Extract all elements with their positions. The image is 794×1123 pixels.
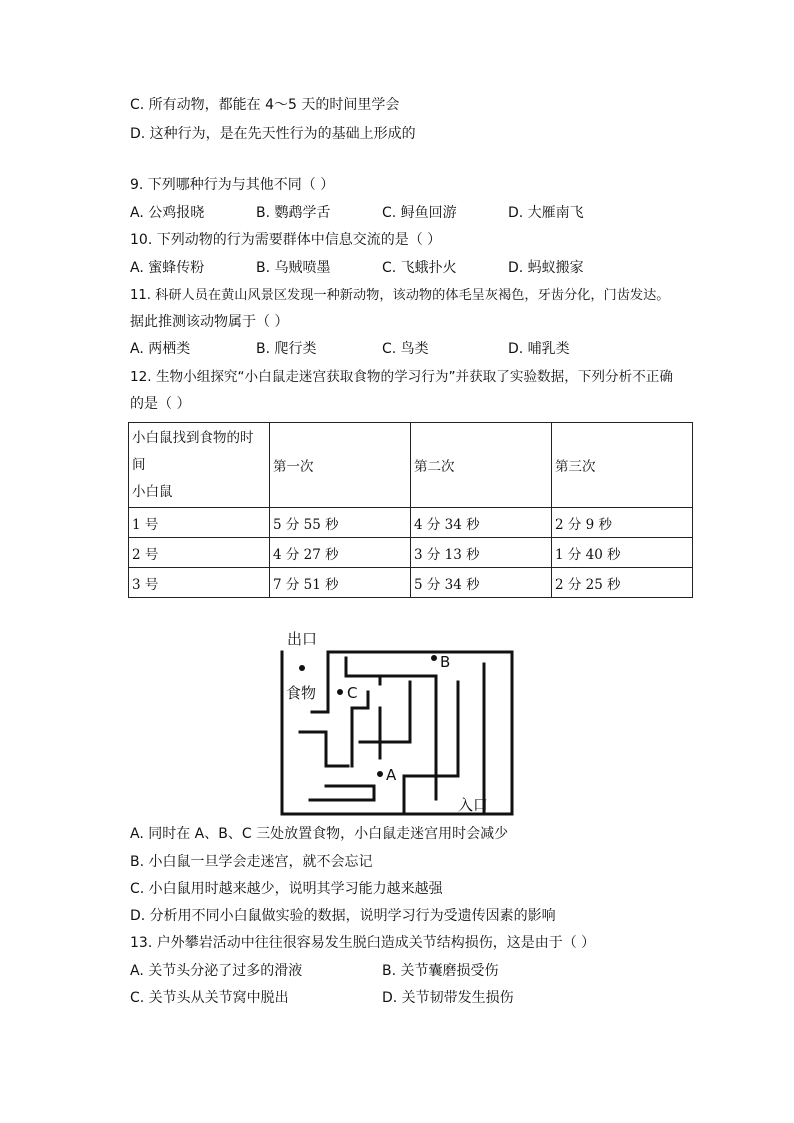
q13-option-a: A. 关节头分泌了过多的滑液 — [130, 963, 303, 979]
q13-option-b: B. 关节囊磨损受伤 — [382, 963, 499, 979]
q11-stem-line2: 据此推测该动物属于（ ） — [130, 314, 289, 330]
q9-option-c: C. 鲟鱼回游 — [382, 205, 457, 221]
q12-option-a: A. 同时在 A、B、C 三处放置食物，小白鼠走迷宫用时会减少 — [130, 826, 509, 842]
q10-option-a: A. 蜜蜂传粉 — [130, 260, 205, 276]
maze-entrance-label: 入口 — [458, 796, 489, 814]
food-marker — [299, 665, 305, 671]
q12-stem-line1: 12. 生物小组探究“小白鼠走迷宫获取食物的学习行为”并获取了实验数据，下列分析不正确 — [130, 369, 673, 385]
table-header-second: 第二次 — [411, 423, 552, 508]
maze-walls — [282, 652, 512, 814]
maze-exit-label: 出口 — [287, 630, 318, 648]
point-c-marker — [337, 689, 343, 695]
q11-option-d: D. 哺乳类 — [508, 341, 570, 357]
q11-option-b: B. 爬行类 — [256, 341, 317, 357]
q8-option-c: C. 所有动物，都能在 4～5 天的时间里学会 — [130, 97, 400, 113]
table-row: 3 号 7 分 51 秒 5 分 34 秒 2 分 25 秒 — [129, 568, 693, 598]
maze-point-b-label: B — [440, 653, 451, 671]
table-row: 2 号 4 分 27 秒 3 分 13 秒 1 分 40 秒 — [129, 538, 693, 568]
maze-point-c-label: C — [347, 684, 358, 702]
maze-point-a-label: A — [386, 766, 397, 784]
table-corner-header: 小白鼠找到食物的时 间 小白鼠 — [129, 423, 270, 508]
q10-option-d: D. 蚂蚁搬家 — [508, 260, 584, 276]
q12-option-c: C. 小白鼠用时越来越少，说明其学习能力越来越强 — [130, 881, 443, 897]
point-a-marker — [377, 771, 383, 777]
maze-food-label: 食物 — [286, 684, 317, 702]
q9-option-b: B. 鹦鹉学舌 — [256, 205, 331, 221]
maze-diagram — [270, 624, 520, 824]
q11-stem-line1: 11. 科研人员在黄山风景区发现一种新动物，该动物的体毛呈灰褐色，牙齿分化，门齿发达。 — [130, 288, 670, 303]
q12-option-b: B. 小白鼠一旦学会走迷宫，就不会忘记 — [130, 854, 373, 870]
q9-option-a: A. 公鸡报晓 — [130, 205, 205, 221]
q9-option-d: D. 大雁南飞 — [508, 205, 584, 221]
mouse-maze-data-table — [128, 422, 693, 598]
q11-option-c: C. 鸟类 — [382, 341, 429, 357]
q12-option-d: D. 分析用不同小白鼠做实验的数据，说明学习行为受遗传因素的影响 — [130, 908, 556, 924]
q13-option-d: D. 关节韧带发生损伤 — [382, 990, 514, 1006]
q8-option-d: D. 这种行为，是在先天性行为的基础上形成的 — [130, 126, 416, 142]
table-row: 1 号 5 分 55 秒 4 分 34 秒 2 分 9 秒 — [129, 508, 693, 538]
q10-stem: 10. 下列动物的行为需要群体中信息交流的是（ ） — [130, 232, 442, 248]
q13-option-c: C. 关节头从关节窝中脱出 — [130, 990, 289, 1006]
point-b-marker — [431, 655, 437, 661]
q13-stem: 13. 户外攀岩活动中往往很容易发生脱臼造成关节结构损伤，这是由于（ ） — [130, 935, 596, 951]
q12-stem-line2: 的是（ ） — [130, 396, 191, 412]
q10-option-b: B. 乌贼喷墨 — [256, 260, 331, 276]
q11-option-a: A. 两栖类 — [130, 341, 191, 357]
table-header-third: 第三次 — [552, 423, 693, 508]
table-header-first: 第一次 — [270, 423, 411, 508]
q9-stem: 9. 下列哪种行为与其他不同（ ） — [130, 177, 335, 193]
q10-option-c: C. 飞蛾扑火 — [382, 260, 457, 276]
